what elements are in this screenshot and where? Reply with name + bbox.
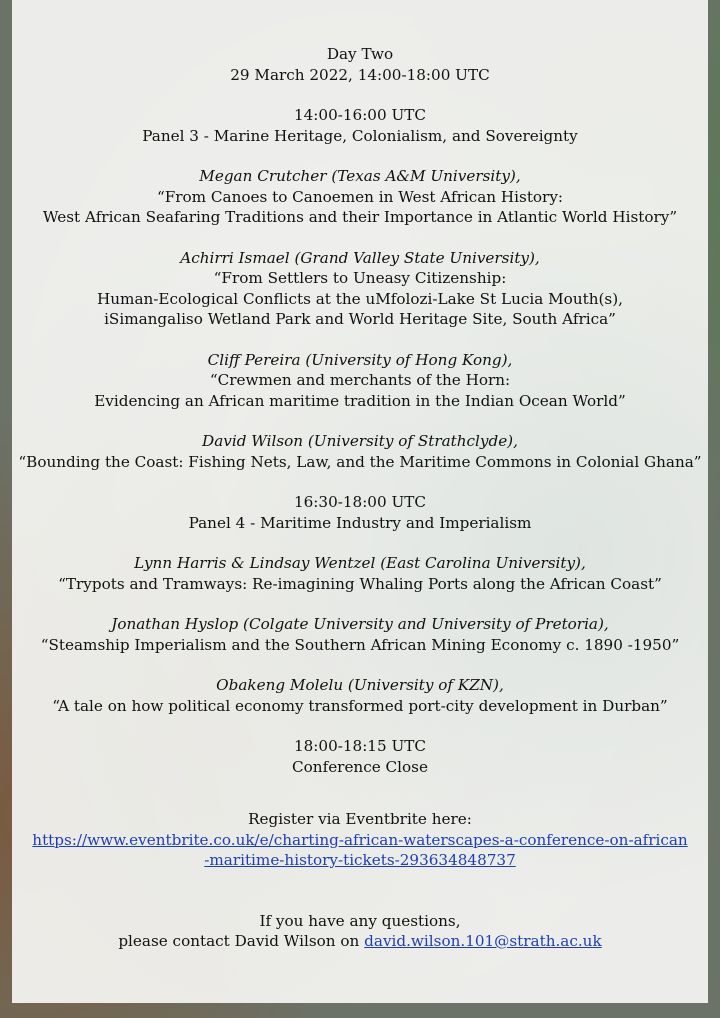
- talk-speaker: Megan Crutcher (Texas A&M University),: [199, 167, 521, 185]
- talk-title-line: West African Seafaring Traditions and their Importance in Atlantic World History”: [42, 208, 678, 226]
- talk-speaker: Cliff Pereira (University of Hong Kong),: [207, 350, 513, 369]
- talk-speaker: Obakeng Molelu (University of KZN),: [216, 676, 504, 694]
- contact-email-link[interactable]: david.wilson.101@strath.ac.uk: [364, 932, 602, 950]
- contact-prefix: please contact David Wilson on: [118, 932, 365, 950]
- panel3-title: Panel 3 - Marine Heritage, Colonialism, and Sovereignty: [142, 126, 578, 145]
- talk-title-line: Human-Ecological Conflicts at the uMfolozi-Lake St Lucia Mouth(s),: [97, 289, 623, 308]
- panel3-header: [12, 105, 708, 146]
- panel3-time: 14:00-16:00 UTC: [293, 106, 427, 124]
- contact-line2: [12, 931, 708, 952]
- talk-item: [12, 350, 708, 412]
- close-block: [12, 736, 708, 777]
- talk-item: [12, 431, 708, 472]
- talk-title-line: “From Canoes to Canoemen in West African History:: [156, 187, 564, 206]
- talk-title-line: “Trypots and Tramways: Re-imagining Whaling Ports along the African Coast”: [58, 574, 662, 593]
- talk-title-line: “Steamship Imperialism and the Southern African Mining Economy c. 1890 -1950”: [40, 635, 680, 654]
- day-datetime: 29 March 2022, 14:00-18:00 UTC: [230, 65, 490, 84]
- talk-item: [12, 614, 708, 655]
- talk-title-line: Evidencing an African maritime tradition in the Indian Ocean World”: [94, 391, 626, 410]
- eventbrite-link-line1[interactable]: https://www.eventbrite.co.uk/e/charting-african-waterscapes-a-conference-on-african: [32, 830, 688, 849]
- talk-speaker: Achirri Ismael (Grand Valley State University),: [180, 248, 540, 267]
- talk-item: [12, 675, 708, 716]
- contact-block: [12, 911, 708, 952]
- talk-item: [12, 166, 708, 228]
- talk-item: [12, 248, 708, 330]
- day-title: Day Two: [326, 45, 394, 63]
- panel4-header: [12, 492, 708, 533]
- panel4-title: Panel 4 - Maritime Industry and Imperialism: [188, 513, 532, 532]
- conference-programme: [12, 0, 708, 952]
- contact-line1: If you have any questions,: [259, 911, 461, 930]
- talk-title-line: “From Settlers to Uneasy Citizenship:: [213, 269, 507, 287]
- talk-title-line: iSimangaliso Wetland Park and World Heritage Site, South Africa”: [104, 310, 616, 328]
- register-block: [12, 809, 708, 871]
- talk-item: [12, 553, 708, 594]
- talk-title-line: “Bounding the Coast: Fishing Nets, Law, and the Maritime Commons in Colonial Ghana”: [18, 452, 702, 471]
- talk-speaker: Jonathan Hyslop (Colgate University and University of Pretoria),: [111, 615, 609, 633]
- talk-title-line: “Crewmen and merchants of the Horn:: [209, 371, 511, 389]
- register-text: Register via Eventbrite here:: [248, 810, 472, 828]
- panel4-time: 16:30-18:00 UTC: [293, 493, 427, 511]
- close-title: Conference Close: [292, 757, 428, 776]
- close-time: 18:00-18:15 UTC: [293, 737, 427, 755]
- talk-speaker: Lynn Harris & Lindsay Wentzel (East Carolina University),: [134, 554, 586, 572]
- talk-speaker: David Wilson (University of Strathclyde),: [202, 432, 518, 450]
- talk-title-line: “A tale on how political economy transformed port-city development in Durban”: [52, 696, 668, 715]
- day-header: [12, 44, 708, 85]
- eventbrite-link-line2[interactable]: -maritime-history-tickets-293634848737: [204, 851, 516, 869]
